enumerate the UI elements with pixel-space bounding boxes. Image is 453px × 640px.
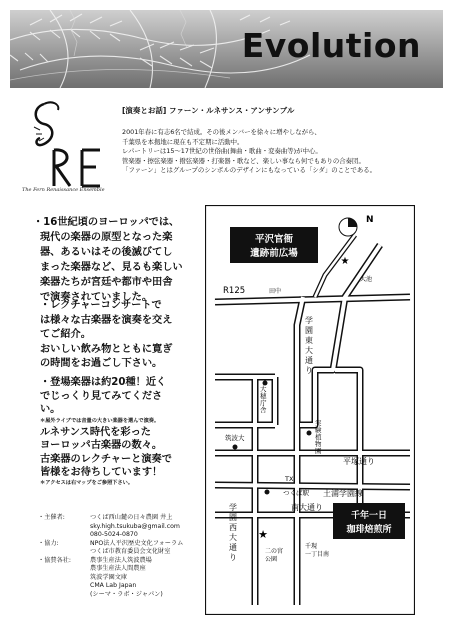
instruments-paragraph xyxy=(40,376,166,426)
lecture-line: てご紹介。 xyxy=(40,329,91,340)
tsukuba-office-label xyxy=(260,384,267,414)
intro-line: 器、あるいはその後滅びてし xyxy=(40,247,173,258)
svg-text:実: 実 xyxy=(315,419,322,427)
ensemble-line: 管楽器・擦弦楽器・撥弦楽器・打楽器・歌など、楽しい事なら何でもありの合奏団。 xyxy=(122,156,365,165)
credit-label: ・主催者: xyxy=(38,514,65,521)
univ-dot-icon xyxy=(233,445,238,450)
credit-value: 農事生産法人筑波農場 xyxy=(90,556,152,564)
svg-text:り: り xyxy=(305,366,313,375)
intro-paragraph xyxy=(33,215,215,305)
minami-label: 南大通り xyxy=(291,503,323,512)
tanaka-label: 田中 xyxy=(269,288,282,295)
svg-text:園: 園 xyxy=(305,326,313,335)
svg-text:大: 大 xyxy=(229,533,237,542)
credit-label: ・協力: xyxy=(38,539,59,547)
svg-text:東: 東 xyxy=(305,336,313,345)
ensemble-line: 「ファーン」とはグループのシンボルのデザインにもなっている「シダ」のことである。 xyxy=(122,166,376,175)
instruments-line: ・登場楽器は約20種！近く xyxy=(40,377,167,388)
svg-text:物: 物 xyxy=(315,440,322,448)
venue-bottom-star-icon: ★ xyxy=(258,528,268,541)
lecture-line: は様々な古楽器を演奏を交え xyxy=(40,314,173,326)
ensemble-description xyxy=(122,128,422,176)
closing-line: ヨーロッパ古楽器の数々。 xyxy=(40,440,163,452)
credit-value: つくば市教育委員会文化財室 xyxy=(90,548,171,555)
svg-text:穂: 穂 xyxy=(260,392,267,400)
tx-label: TX xyxy=(285,475,294,483)
sre-fern-logo xyxy=(30,100,114,190)
closing-paragraph xyxy=(40,426,172,488)
oike-label: 大池 xyxy=(360,276,373,283)
venue-star-icon: ★ xyxy=(340,256,350,267)
compass-icon xyxy=(339,218,357,236)
access-note: ＊アクセスは右マップをご参照下さい。 xyxy=(40,480,134,487)
intro-line: で演奏されていました。 xyxy=(40,292,153,303)
svg-text:園: 園 xyxy=(229,513,237,522)
ensemble-line: 千葉県を本拠地に現在も不定期に活動中。 xyxy=(122,137,244,146)
credit-value: 筑波学園文庫 xyxy=(90,573,128,581)
access-map xyxy=(205,205,415,615)
intro-line: ・16世紀頃のヨーロッパでは、 xyxy=(33,217,180,228)
svg-text:通: 通 xyxy=(229,543,237,552)
lecture-line: ・レクチャーコンサートで xyxy=(40,300,162,311)
botanical-label xyxy=(314,418,322,455)
credit-label: ・協賛各社: xyxy=(38,556,72,564)
credit-email[interactable]: sky.high.tsukuba@gmail.com xyxy=(90,522,180,530)
closing-line: 古楽器のレクチャーと演奏で xyxy=(40,453,172,465)
closing-line: 皆様をお待ちしています！ xyxy=(40,466,163,478)
credit-value: NPO法人平沢歴史文化フォーラム xyxy=(90,539,184,547)
header-banner xyxy=(10,10,443,88)
instruments-note: ＊屋外ライブでは音量の大きい楽器を選んで演奏。 xyxy=(40,417,160,424)
evolution-title: Evolution xyxy=(241,26,421,65)
credit-value: CMA Lab Japan xyxy=(90,582,137,589)
ninomiya-line2: 公園 xyxy=(265,556,278,563)
sengen-line1: 千現 xyxy=(305,543,318,550)
tx-dot-icon xyxy=(265,490,270,495)
intro-line: まった楽器など、見るも楽しい xyxy=(40,262,183,273)
lecture-line: おいしい飲み物とともに寛ぎ xyxy=(40,343,173,355)
tsuchiura-label: 土浦学園線 xyxy=(323,489,363,498)
credit-value: 農事生産法人間農座 xyxy=(90,565,146,572)
botanical-dot-icon xyxy=(307,431,312,436)
logo-caption: The Fern Renaissance Ensemble xyxy=(22,187,105,193)
credit-value: (シーマ・ラボ・ジャパン) xyxy=(90,590,163,598)
venue-bottom-line2: 珈琲焙煎所 xyxy=(346,525,392,535)
ensemble-line: 2001年春に有志6名で結成。その後メンバーを徐々に増やしながら、 xyxy=(122,128,321,136)
closing-line: ルネサンス時代を彩った xyxy=(40,427,151,438)
tsukuba-univ-label: 筑波大 xyxy=(225,434,245,442)
ninomiya-line1: 二の宮 xyxy=(265,548,284,555)
tx-station-label: つくば駅 xyxy=(283,489,309,497)
svg-text:植: 植 xyxy=(315,433,322,441)
credit-value: つくば西山麓の日々農園 井上 xyxy=(90,514,173,521)
svg-text:り: り xyxy=(229,553,237,562)
instruments-line: い。 xyxy=(40,404,61,415)
svg-text:庁: 庁 xyxy=(260,399,267,407)
instruments-line: でじっくり見てみてくださ xyxy=(40,390,163,402)
lecture-paragraph xyxy=(40,299,172,372)
north-label: N xyxy=(366,215,374,225)
credit-phone: 080-5024-0870 xyxy=(90,531,138,538)
svg-text:大: 大 xyxy=(305,346,313,355)
svg-text:舎: 舎 xyxy=(260,406,267,414)
ensemble-title: [演奏とお話] ファーン・ルネサンス・アンサンブル xyxy=(122,106,295,115)
r125-label: R125 xyxy=(223,286,246,296)
svg-text:西: 西 xyxy=(229,523,237,532)
intro-line: 楽器たちが宮廷や都市や田舎 xyxy=(40,277,173,288)
lecture-line: の時間をお過ごし下さい。 xyxy=(40,358,163,369)
intro-line: 現代の楽器の原型となった楽 xyxy=(40,232,173,243)
svg-text:学: 学 xyxy=(229,503,237,512)
sengen-line2: 一丁目南 xyxy=(305,551,330,558)
ensemble-line: レパートリーは15〜17世紀の世俗曲(舞曲・歌曲・変奏曲等)が中心。 xyxy=(122,147,322,156)
svg-text:通: 通 xyxy=(305,356,313,365)
venue-top-line2: 遺跡前広場 xyxy=(250,248,298,259)
hiratsuka-label: 平塚通り xyxy=(343,457,375,466)
svg-text:園: 園 xyxy=(315,447,322,455)
svg-text:大: 大 xyxy=(260,385,267,393)
svg-text:学: 学 xyxy=(305,316,313,325)
venue-bottom-line1: 千年一日 xyxy=(350,511,388,521)
venue-top-line1: 平沢官衙 xyxy=(254,234,294,245)
svg-text:験: 験 xyxy=(315,426,322,434)
